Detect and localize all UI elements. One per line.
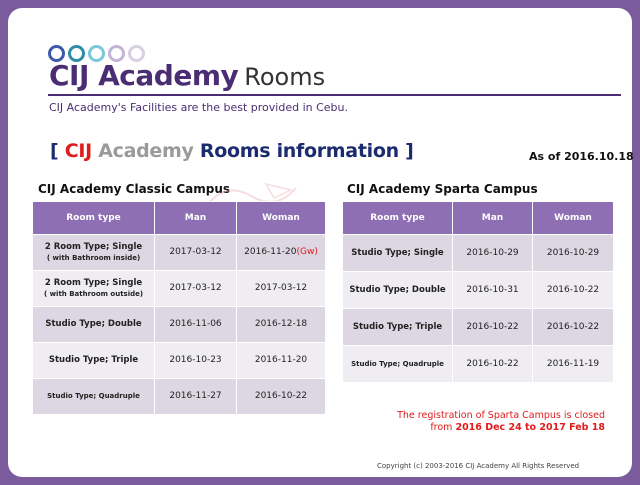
man-date-cell: 2016-10-22	[453, 346, 533, 383]
page-title-main: CIJ Academy	[49, 59, 239, 92]
woman-date-cell: 2016-11-20	[237, 343, 326, 379]
room-type-cell: Studio Type; Triple	[33, 343, 155, 379]
woman-date-cell: 2016-10-22	[533, 272, 614, 309]
room-type-cell: Studio Type; Double	[33, 307, 155, 343]
section-heading	[50, 140, 414, 162]
sparta-campus-title: CIJ Academy Sparta Campus	[347, 182, 538, 196]
table-row	[343, 235, 614, 272]
table-row	[343, 346, 614, 383]
room-type-label: 2 Room Type; Single	[44, 277, 143, 288]
heading-cij: CIJ	[64, 140, 92, 162]
registration-note	[397, 410, 605, 434]
header-room-type: Room type	[33, 202, 155, 235]
classic-rooms-table	[32, 201, 326, 415]
table-row	[33, 343, 326, 379]
man-date-cell: 2016-11-06	[155, 307, 237, 343]
woman-date-cell: 2016-10-29	[533, 235, 614, 272]
man-date-cell: 2016-10-23	[155, 343, 237, 379]
table-header-row	[33, 202, 326, 235]
woman-date-cell: 2016-10-22	[237, 379, 326, 415]
man-date-cell: 2016-11-27	[155, 379, 237, 415]
sparta-rooms-table	[342, 201, 614, 383]
header-woman: Woman	[533, 202, 614, 235]
room-type-sub: ( with Bathroom outside)	[43, 289, 144, 298]
page-title	[49, 58, 325, 95]
classic-campus-title: CIJ Academy Classic Campus	[38, 182, 231, 196]
registration-note-line2	[397, 422, 605, 434]
table-header-row	[343, 202, 614, 235]
table-row	[33, 307, 326, 343]
room-type-label: 2 Room Type; Single	[44, 241, 143, 252]
heading-bracket-close: ]	[405, 140, 414, 162]
man-date-cell: 2017-03-12	[155, 235, 237, 271]
copyright: Copyright (c) 2003-2016 CIJ Academy All Rights Reserved	[377, 462, 580, 470]
table-row	[343, 309, 614, 346]
tagline: CIJ Academy's Facilities are the best provided in Cebu.	[49, 101, 348, 114]
woman-date-cell: 2016-12-18	[237, 307, 326, 343]
content-card	[8, 8, 632, 477]
table-row	[343, 272, 614, 309]
heading-rooms-information: Rooms information	[199, 140, 399, 162]
woman-date-cell: 2017-03-12	[237, 271, 326, 307]
header-man: Man	[453, 202, 533, 235]
room-type-cell: Studio Type; Quadruple	[33, 379, 155, 415]
room-type-cell	[33, 271, 155, 307]
registration-note-range: 2016 Dec 24 to 2017 Feb 18	[455, 422, 605, 433]
man-date-cell: 2017-03-12	[155, 271, 237, 307]
header-woman: Woman	[237, 202, 326, 235]
room-type-sub: ( with Bathroom inside)	[46, 253, 141, 262]
header-room-type: Room type	[343, 202, 453, 235]
table-row	[33, 235, 326, 271]
room-type-cell: Studio Type; Triple	[343, 309, 453, 346]
table-row	[33, 379, 326, 415]
man-date-cell: 2016-10-31	[453, 272, 533, 309]
woman-date-cell: 2016-10-22	[533, 309, 614, 346]
page-title-rooms: Rooms	[244, 63, 326, 91]
woman-date-cell	[237, 235, 326, 271]
woman-date-note: (Gw)	[296, 247, 318, 257]
registration-note-from: from	[430, 422, 453, 433]
room-type-cell: Studio Type; Double	[343, 272, 453, 309]
table-row	[33, 271, 326, 307]
heading-academy: Academy	[98, 140, 194, 162]
man-date-cell: 2016-10-29	[453, 235, 533, 272]
woman-date: 2016-11-20	[244, 247, 297, 257]
room-type-cell	[33, 235, 155, 271]
man-date-cell: 2016-10-22	[453, 309, 533, 346]
registration-note-line1: The registration of Sparta Campus is closed	[397, 410, 605, 421]
header-man: Man	[155, 202, 237, 235]
heading-bracket-open: [	[50, 140, 59, 162]
room-type-cell: Studio Type; Single	[343, 235, 453, 272]
as-of-date: As of 2016.10.18	[529, 150, 634, 163]
title-divider	[48, 94, 621, 96]
woman-date-cell: 2016-11-19	[533, 346, 614, 383]
room-type-cell: Studio Type; Quadruple	[343, 346, 453, 383]
